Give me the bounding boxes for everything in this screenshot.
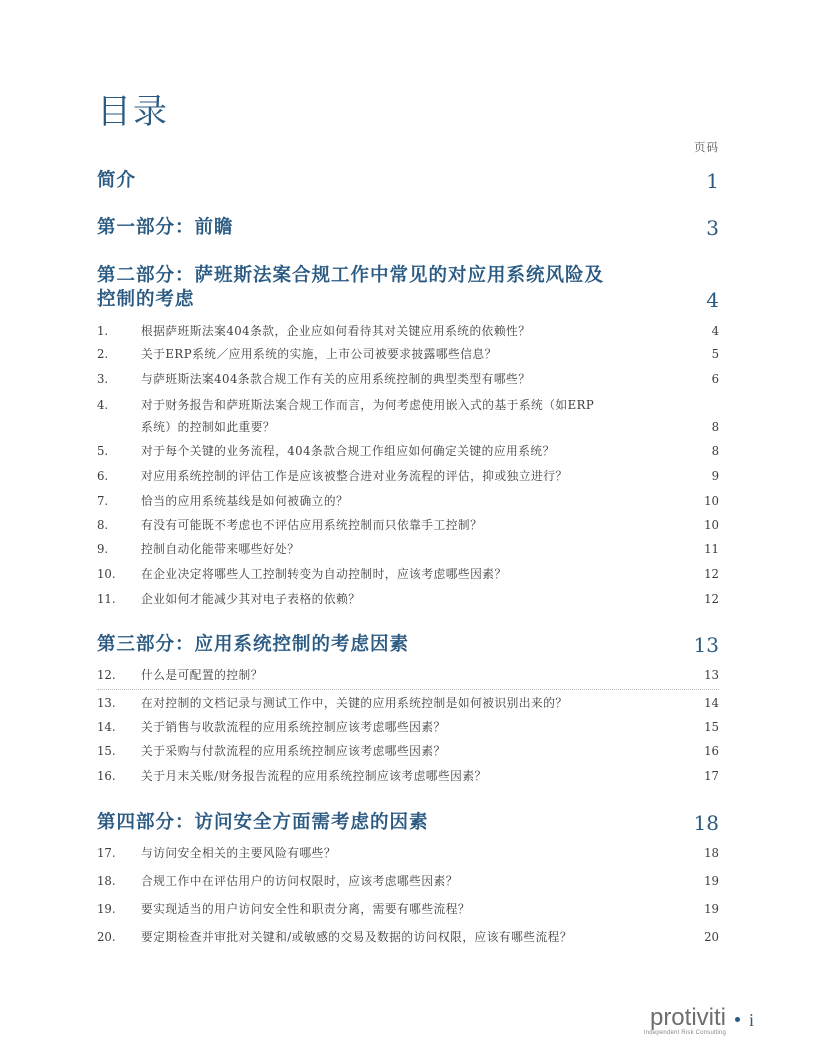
entry-text: 在企业决定将哪些人工控制转变为自动控制时，应该考虑哪些因素？ bbox=[141, 567, 507, 581]
entry-page: 12 bbox=[704, 567, 719, 581]
section-page: 1 bbox=[706, 169, 719, 193]
page-column-label: 页码 bbox=[694, 140, 719, 154]
entry-number: 12. bbox=[97, 668, 116, 682]
divider bbox=[97, 689, 719, 690]
entry-text-line1: 对于财务报告和萨班斯法案合规工作而言，为何考虑使用嵌入式的基于系统（如ERP bbox=[141, 398, 595, 412]
entry-number: 18. bbox=[97, 874, 116, 888]
entry-number: 2. bbox=[97, 347, 109, 361]
section-title: 第一部分：前瞻 bbox=[97, 217, 234, 238]
entry-page: 19 bbox=[704, 902, 719, 916]
entry-text: 关于采购与付款流程的应用系统控制应该考虑哪些因素？ bbox=[141, 744, 446, 758]
entry-text: 在对控制的文档记录与测试工作中，关键的应用系统控制是如何被识别出来的？ bbox=[141, 696, 568, 710]
entry-text: 关于销售与收款流程的应用系统控制应该考虑哪些因素？ bbox=[141, 720, 446, 734]
entry-page: 6 bbox=[711, 372, 719, 386]
toc-section-part2[interactable] bbox=[97, 264, 719, 312]
entry-page: 8 bbox=[711, 420, 719, 434]
entry-text: 控制自动化能带来哪些好处？ bbox=[141, 542, 300, 556]
entry-text: 与萨班斯法案404条款合规工作有关的应用系统控制的典型类型有哪些？ bbox=[141, 372, 531, 386]
section-title: 第三部分：应用系统控制的考虑因素 bbox=[97, 634, 410, 655]
entry-page: 10 bbox=[704, 518, 719, 532]
entry-text: 对于每个关键的业务流程，404条款合规工作组应如何确定关键的应用系统？ bbox=[141, 444, 555, 458]
entry-text: 关于ERP系统／应用系统的实施，上市公司被要求披露哪些信息？ bbox=[141, 347, 497, 361]
entry-text: 对应用系统控制的评估工作是应该被整合进对业务流程的评估，抑或独立进行？ bbox=[141, 469, 568, 483]
entry-text: 要定期检查并审批对关键和/或敏感的交易及数据的访问权限，应该有哪些流程？ bbox=[141, 930, 573, 944]
entry-number: 19. bbox=[97, 902, 116, 916]
entry-text: 有没有可能既不考虑也不评估应用系统控制而只依靠手工控制？ bbox=[141, 518, 483, 532]
footer-page-number: i bbox=[748, 1010, 754, 1030]
toc-section-intro[interactable] bbox=[97, 169, 719, 193]
footer-logo bbox=[634, 1004, 754, 1038]
entry-page: 4 bbox=[711, 324, 719, 338]
entry-number: 7. bbox=[97, 494, 109, 508]
entry-page: 17 bbox=[704, 769, 719, 783]
section-title bbox=[97, 264, 604, 312]
bullet-dot-icon bbox=[735, 1017, 740, 1022]
brand-logo-text: protiviti bbox=[649, 1004, 726, 1031]
section-title: 简介 bbox=[97, 170, 137, 191]
entry-number: 11. bbox=[97, 592, 116, 606]
section-title-line1: 第二部分：萨班斯法案合规工作中常见的对应用系统风险及 bbox=[97, 265, 605, 286]
entry-text: 根据萨班斯法案404条款，企业应如何看待其对关键应用系统的依赖性？ bbox=[141, 324, 531, 338]
entry-text: 什么是可配置的控制？ bbox=[141, 668, 263, 682]
entry-page: 15 bbox=[704, 720, 719, 734]
entry-page: 13 bbox=[704, 668, 719, 682]
entry-page: 9 bbox=[711, 469, 719, 483]
entry-number: 14. bbox=[97, 720, 116, 734]
entry-text bbox=[141, 394, 679, 438]
entry-text-line2: 系统）的控制如此重要？ bbox=[141, 420, 276, 434]
entry-number: 4. bbox=[97, 398, 109, 412]
entry-number: 3. bbox=[97, 372, 109, 386]
entry-page: 8 bbox=[711, 444, 719, 458]
toc-section-part4[interactable] bbox=[97, 811, 719, 835]
entry-text: 关于月末关账/财务报告流程的应用系统控制应该考虑哪些因素？ bbox=[141, 769, 487, 783]
entry-number: 17. bbox=[97, 846, 116, 860]
entry-number: 1. bbox=[97, 324, 109, 338]
toc-section-part3[interactable] bbox=[97, 633, 719, 657]
entry-page: 20 bbox=[704, 930, 719, 944]
entry-page: 19 bbox=[704, 874, 719, 888]
section-page: 18 bbox=[693, 811, 719, 835]
section-page: 4 bbox=[706, 288, 719, 312]
entry-text: 恰当的应用系统基线是如何被确立的？ bbox=[141, 494, 349, 508]
entry-page: 14 bbox=[704, 696, 719, 710]
entry-number: 6. bbox=[97, 469, 109, 483]
section-title: 第四部分：访问安全方面需考虑的因素 bbox=[97, 812, 429, 833]
entry-number: 13. bbox=[97, 696, 116, 710]
entry-number: 20. bbox=[97, 930, 116, 944]
entry-page: 11 bbox=[704, 542, 719, 556]
entry-page: 18 bbox=[704, 846, 719, 860]
toc-section-part1[interactable] bbox=[97, 216, 719, 240]
entry-number: 8. bbox=[97, 518, 109, 532]
page-title: 目录 bbox=[97, 92, 169, 132]
entry-page: 12 bbox=[704, 592, 719, 606]
entry-page: 16 bbox=[704, 744, 719, 758]
entry-page: 5 bbox=[711, 347, 719, 361]
entry-number: 9. bbox=[97, 542, 109, 556]
entry-text: 要实现适当的用户访问安全性和职责分离，需要有哪些流程？ bbox=[141, 902, 471, 916]
entry-page: 10 bbox=[704, 494, 719, 508]
entry-number: 15. bbox=[97, 744, 116, 758]
section-page: 13 bbox=[693, 633, 719, 657]
entry-number: 10. bbox=[97, 567, 116, 581]
entry-text: 与访问安全相关的主要风险有哪些？ bbox=[141, 846, 337, 860]
section-title-line2: 控制的考虑 bbox=[97, 289, 195, 310]
entry-text: 合规工作中在评估用户的访问权限时，应该考虑哪些因素？ bbox=[141, 874, 458, 888]
section-page: 3 bbox=[706, 216, 719, 240]
entry-number: 5. bbox=[97, 444, 109, 458]
brand-tagline: Independent Risk Consulting bbox=[643, 1030, 726, 1036]
entry-text: 企业如何才能减少其对电子表格的依赖？ bbox=[141, 592, 361, 606]
entry-number: 16. bbox=[97, 769, 116, 783]
